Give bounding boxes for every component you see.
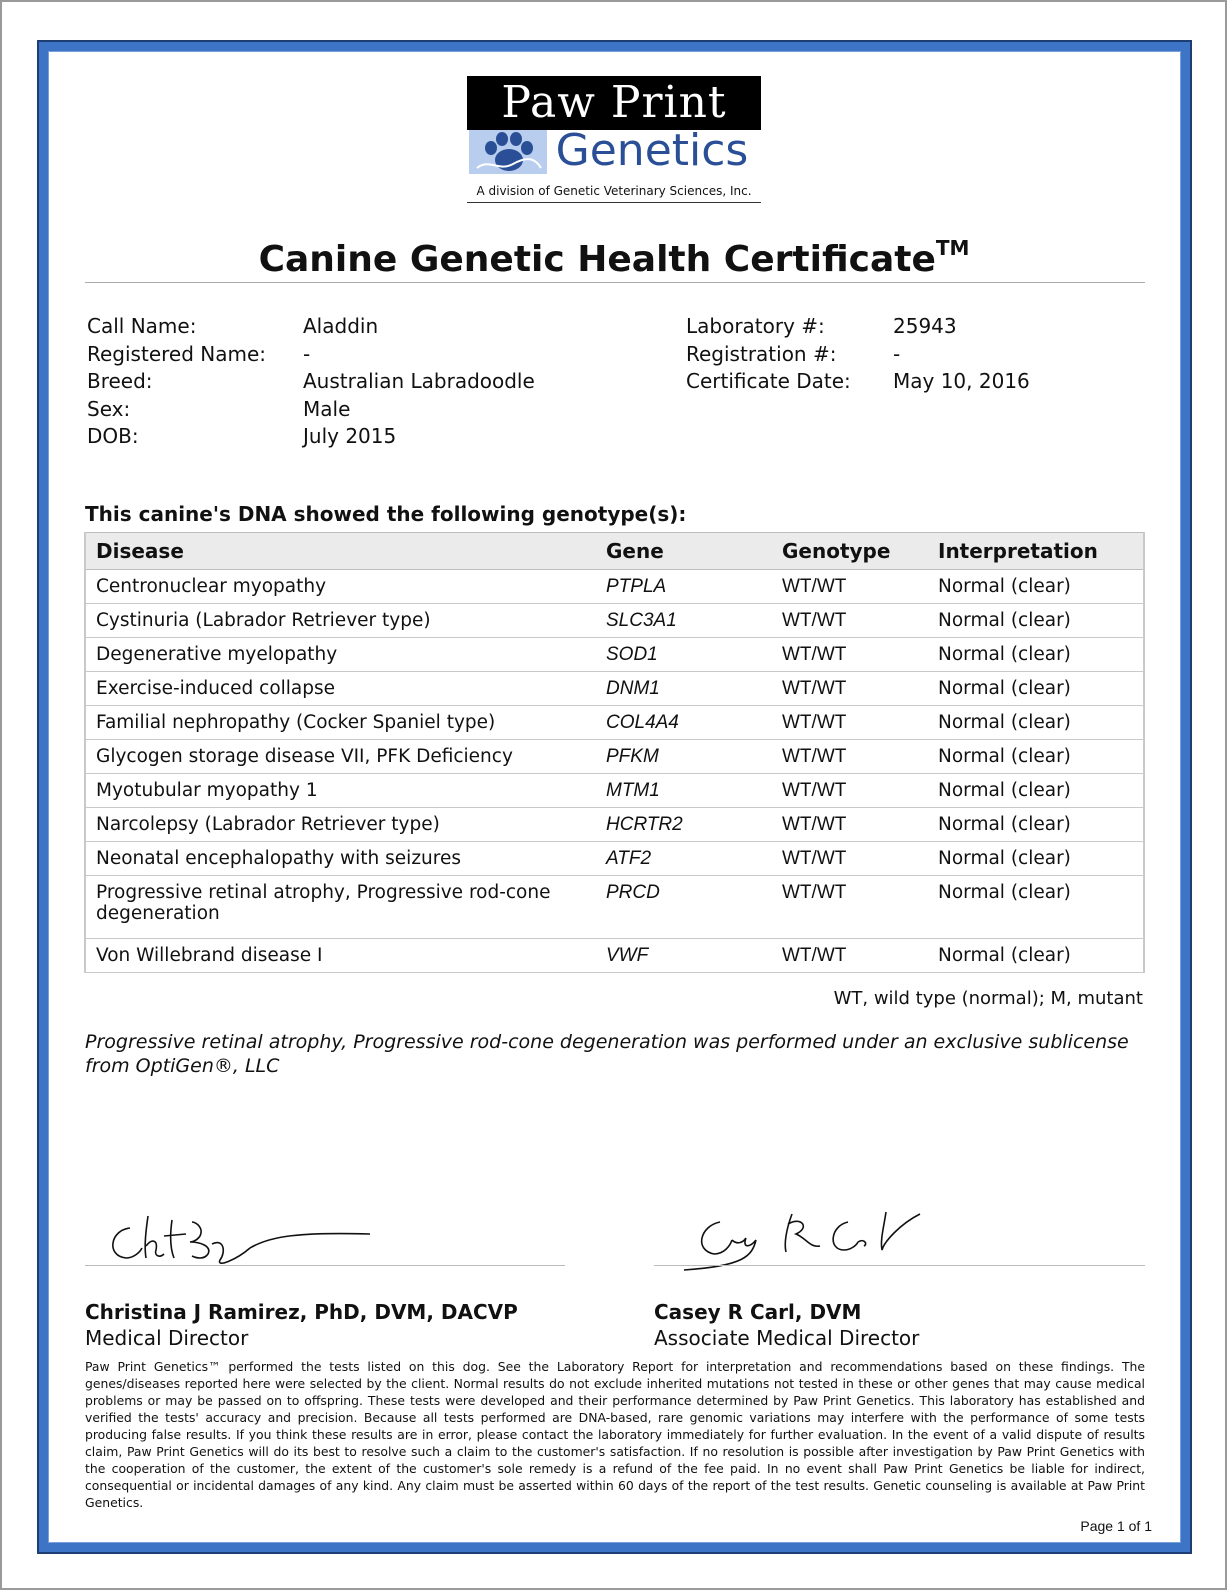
header-interpretation: Interpretation: [928, 533, 1144, 570]
disease-cell: Progressive retinal atrophy, Progressive rod-cone degeneration: [85, 876, 596, 939]
gene-cell: MTM1: [596, 774, 772, 808]
genotype-cell: WT/WT: [772, 706, 928, 740]
gene-cell: VWF: [596, 939, 772, 973]
disease-cell: Cystinuria (Labrador Retriever type): [85, 604, 596, 638]
laboratory-number-label: Laboratory #:: [686, 314, 825, 338]
signatory-title-left: Medical Director: [85, 1326, 249, 1350]
genotype-cell: WT/WT: [772, 638, 928, 672]
table-row: [85, 774, 1144, 808]
genotype-cell: WT/WT: [772, 808, 928, 842]
logo-subtitle: A division of Genetic Veterinary Sciences, Inc.: [467, 182, 761, 203]
title-text: Canine Genetic Health Certificate: [258, 239, 936, 280]
interpretation-cell: Normal (clear): [928, 672, 1144, 706]
disease-cell: Von Willebrand disease I: [85, 939, 596, 973]
table-row: [85, 740, 1144, 774]
signatory-title-right: Associate Medical Director: [654, 1326, 920, 1350]
breed-value: Australian Labradoodle: [303, 369, 535, 393]
table-row: [85, 842, 1144, 876]
gene-cell: SLC3A1: [596, 604, 772, 638]
signature-ramirez: [100, 1208, 380, 1278]
page-number: Page 1 of 1: [1080, 1518, 1152, 1534]
interpretation-cell: Normal (clear): [928, 842, 1144, 876]
paw-print-icon: [469, 128, 547, 176]
table-row: [85, 808, 1144, 842]
header-disease: Disease: [85, 533, 596, 570]
trademark-mark: TM: [935, 236, 970, 260]
call-name-label: Call Name:: [87, 314, 197, 338]
gene-cell: COL4A4: [596, 706, 772, 740]
gene-cell: PTPLA: [596, 570, 772, 604]
genotype-cell: WT/WT: [772, 876, 928, 939]
genotype-legend: WT, wild type (normal); M, mutant: [833, 988, 1143, 1009]
logo-wordmark-genetics: Genetics: [555, 125, 749, 176]
disease-cell: Glycogen storage disease VII, PFK Deficiency: [85, 740, 596, 774]
genotype-cell: WT/WT: [772, 939, 928, 973]
interpretation-cell: Normal (clear): [928, 808, 1144, 842]
interpretation-cell: Normal (clear): [928, 638, 1144, 672]
signature-carl: [680, 1200, 940, 1272]
table-header-row: [85, 533, 1144, 570]
laboratory-number-value: 25943: [893, 314, 957, 338]
signature-line-right: [654, 1265, 1145, 1266]
genotype-cell: WT/WT: [772, 842, 928, 876]
genotype-cell: WT/WT: [772, 740, 928, 774]
table-row: [85, 672, 1144, 706]
interpretation-cell: Normal (clear): [928, 876, 1144, 939]
gene-cell: PFKM: [596, 740, 772, 774]
certificate-date-value: May 10, 2016: [893, 369, 1030, 393]
paw-print-genetics-logo: [467, 76, 761, 204]
gene-cell: ATF2: [596, 842, 772, 876]
signature-line-left: [85, 1265, 565, 1266]
genotype-cell: WT/WT: [772, 672, 928, 706]
disease-cell: Degenerative myelopathy: [85, 638, 596, 672]
certificate-title: [84, 222, 1144, 280]
gene-cell: HCRTR2: [596, 808, 772, 842]
sex-value: Male: [303, 397, 351, 421]
gene-cell: PRCD: [596, 876, 772, 939]
breed-label: Breed:: [87, 369, 153, 393]
interpretation-cell: Normal (clear): [928, 706, 1144, 740]
table-row: [85, 939, 1144, 973]
logo-wordmark-top: Paw Print: [467, 76, 761, 130]
interpretation-cell: Normal (clear): [928, 774, 1144, 808]
genotype-section-heading: This canine's DNA showed the following genotype(s):: [85, 502, 687, 526]
dob-label: DOB:: [87, 424, 139, 448]
registration-number-value: -: [893, 342, 901, 366]
header-gene: Gene: [596, 533, 772, 570]
interpretation-cell: Normal (clear): [928, 604, 1144, 638]
registered-name-value: -: [303, 342, 311, 366]
legal-disclaimer: Paw Print Genetics™ performed the tests listed on this dog. See the Laboratory Report for interpretation and recommendations based on these findings. The genes/diseases reported here were selected by the client. Normal results do not exclude inherited mutations not tested in these or other genes that may cause medical problems or may be passed on to offspring. These tests were developed and their performance determined by Paw Print Genetics. This laboratory has established and verified the tests' accuracy and precision. Because all tests performed are DNA-based, rare genomic variations may interfere with the performance of some tests producing false results. If you think these results are in error, please contact the laboratory immediately for further evaluation. In the event of a valid dispute of results claim, Paw Print Genetics will do its best to resolve such a claim to the customer's satisfaction. If no resolution is possible after investigation by Paw Print Genetics with the cooperation of the customer, the extent of the customer's sole remedy is a refund of the fee paid. In no event shall Paw Print Genetics be liable for indirect, consequential or incidental damages of any kind. Any claim must be asserted within 60 days of the report of the test results. Genetic counseling is available at Paw Print Genetics.: [85, 1359, 1145, 1510]
gene-cell: DNM1: [596, 672, 772, 706]
table-row: [85, 706, 1144, 740]
genotype-table: [84, 532, 1145, 973]
disease-cell: Centronuclear myopathy: [85, 570, 596, 604]
disease-cell: Narcolepsy (Labrador Retriever type): [85, 808, 596, 842]
registered-name-label: Registered Name:: [87, 342, 267, 366]
certificate-date-label: Certificate Date:: [686, 369, 851, 393]
genotype-cell: WT/WT: [772, 774, 928, 808]
table-row: [85, 604, 1144, 638]
sex-label: Sex:: [87, 397, 131, 421]
table-row: [85, 570, 1144, 604]
header-genotype: Genotype: [772, 533, 928, 570]
interpretation-cell: Normal (clear): [928, 939, 1144, 973]
genotype-cell: WT/WT: [772, 570, 928, 604]
interpretation-cell: Normal (clear): [928, 740, 1144, 774]
disease-cell: Exercise-induced collapse: [85, 672, 596, 706]
genotype-cell: WT/WT: [772, 604, 928, 638]
disease-cell: Familial nephropathy (Cocker Spaniel type): [85, 706, 596, 740]
disease-cell: Neonatal encephalopathy with seizures: [85, 842, 596, 876]
dob-value: July 2015: [303, 424, 397, 448]
table-row: [85, 876, 1144, 939]
table-row: [85, 638, 1144, 672]
registration-number-label: Registration #:: [686, 342, 837, 366]
sublicense-note: Progressive retinal atrophy, Progressive rod-cone degeneration was performed under an exclusive sublicense from OptiGen®, LLC: [85, 1031, 1129, 1077]
gene-cell: SOD1: [596, 638, 772, 672]
call-name-value: Aladdin: [303, 314, 379, 338]
signatory-name-left: Christina J Ramirez, PhD, DVM, DACVP: [85, 1300, 518, 1324]
title-divider: [85, 282, 1145, 283]
interpretation-cell: Normal (clear): [928, 570, 1144, 604]
disease-cell: Myotubular myopathy 1: [85, 774, 596, 808]
signatory-name-right: Casey R Carl, DVM: [654, 1300, 862, 1324]
